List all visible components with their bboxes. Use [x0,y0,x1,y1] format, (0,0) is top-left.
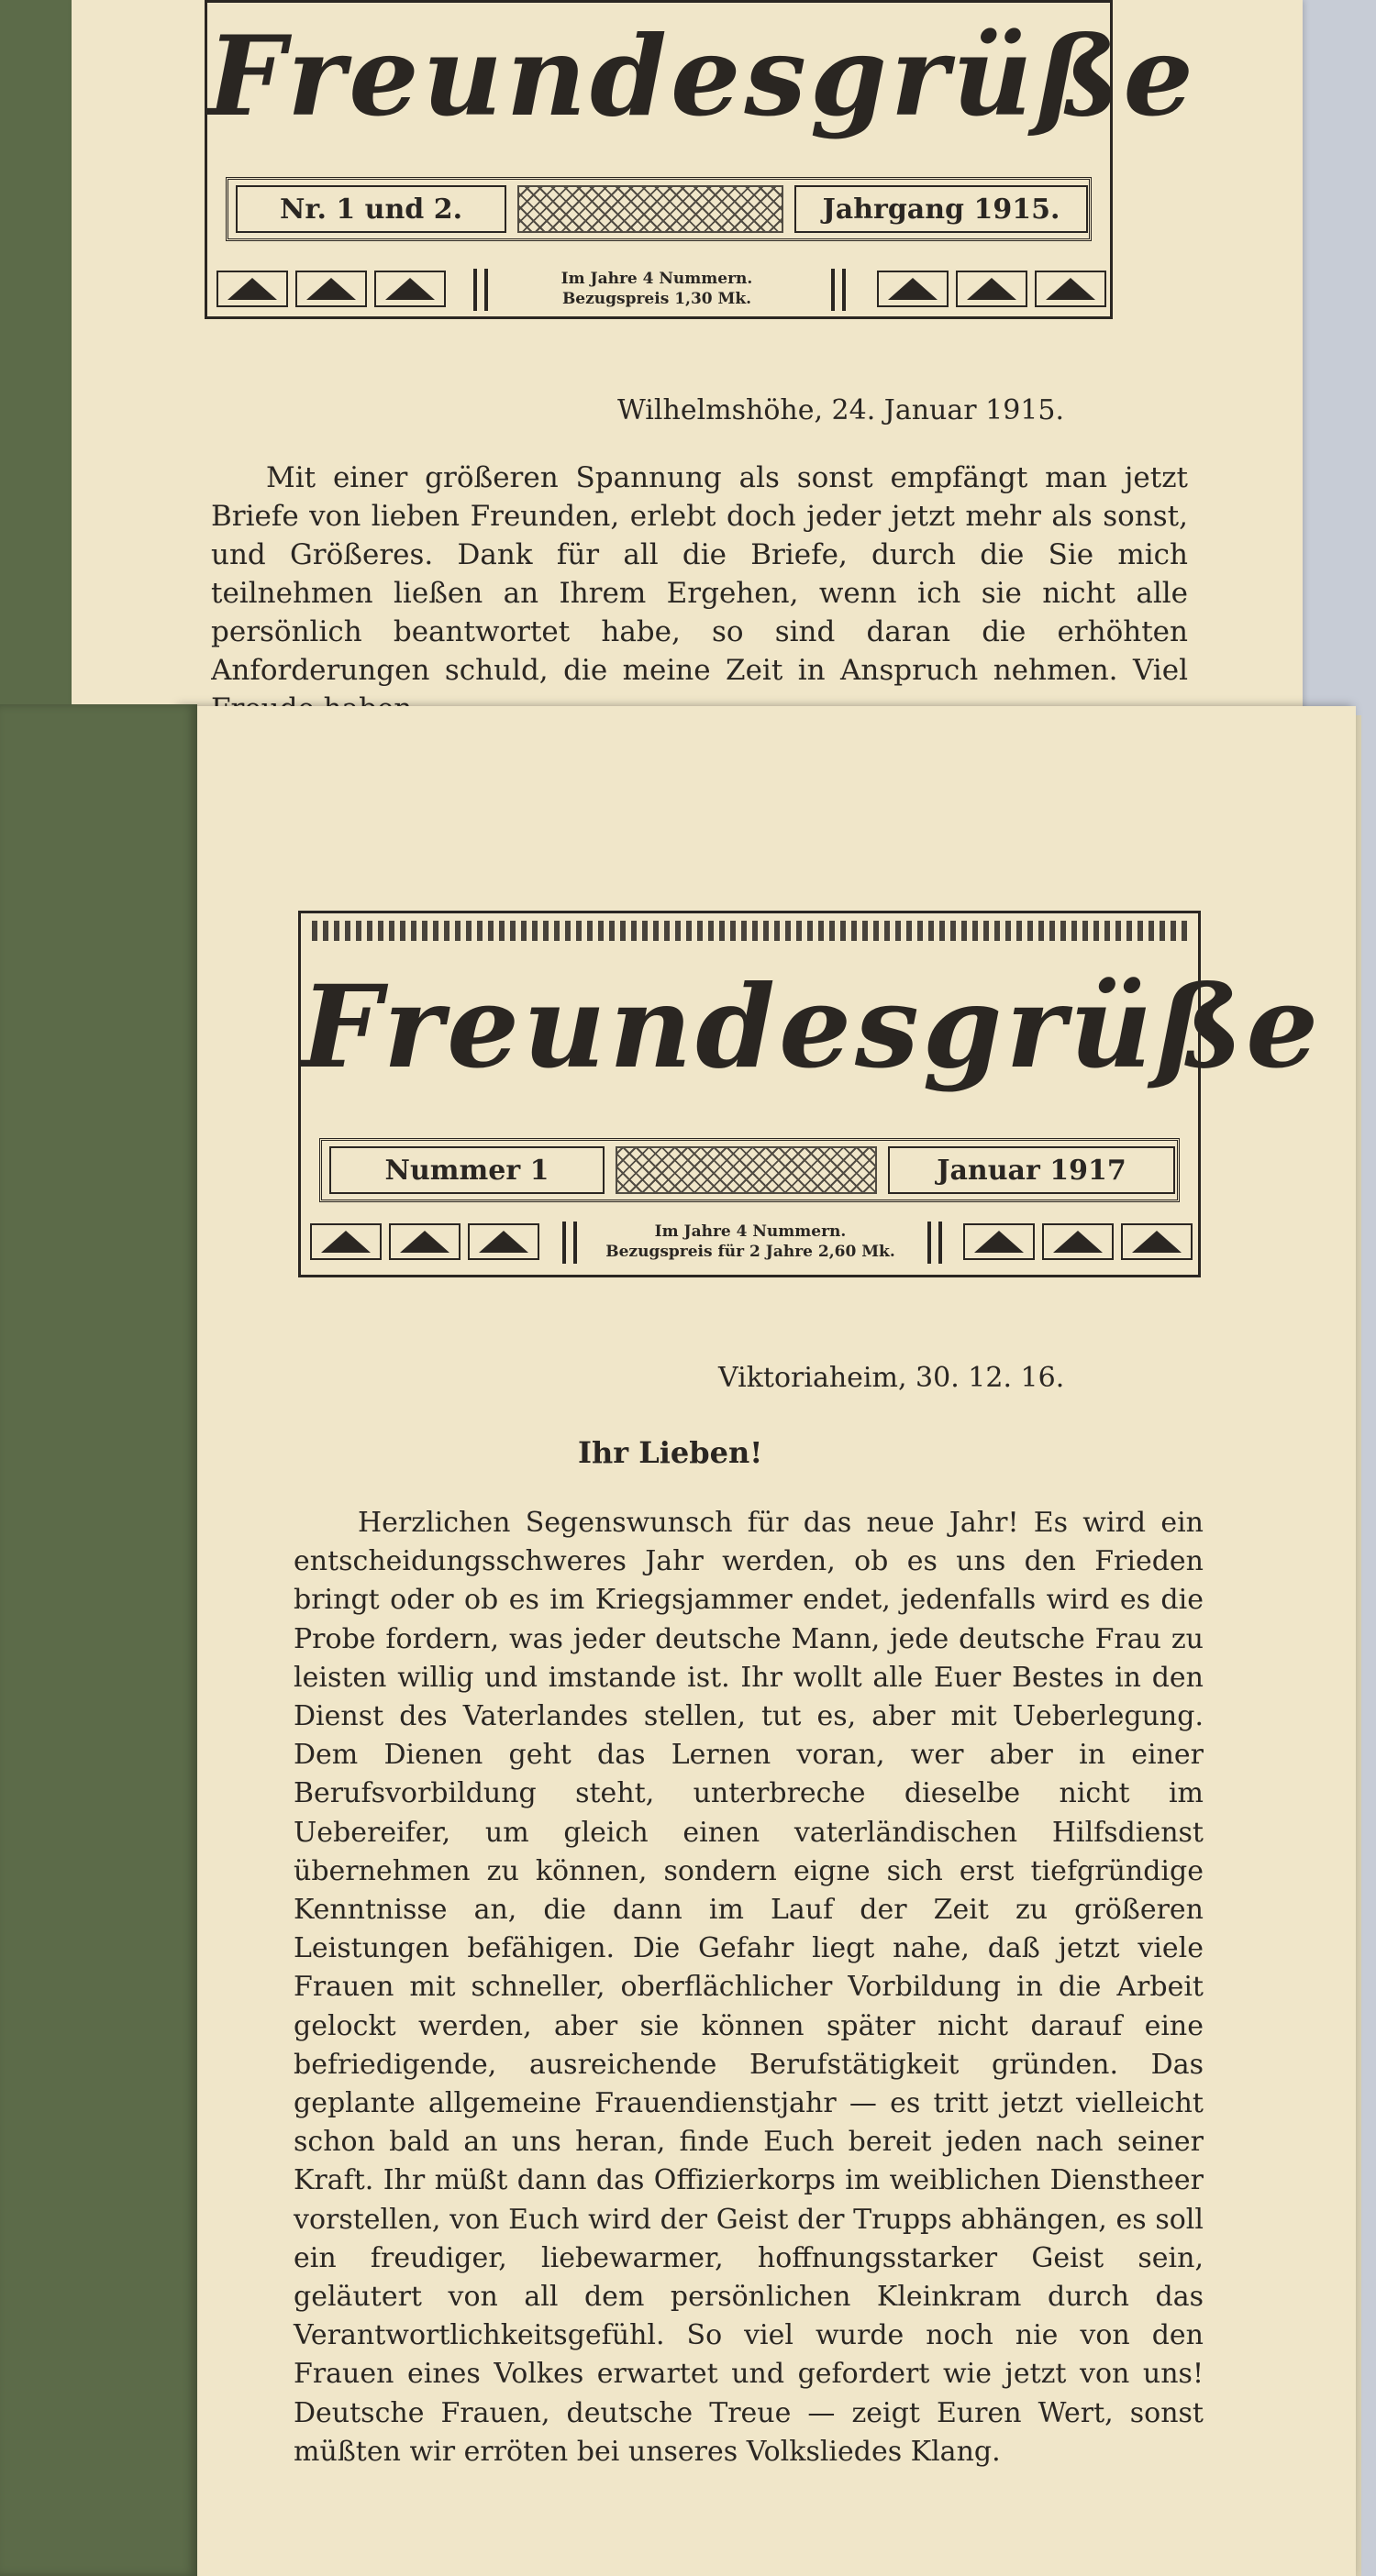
front-issue-number: Nummer 1 [329,1146,605,1194]
front-cover-green [0,704,197,2576]
back-paragraph: Mit einer größeren Spannung als sonst empfängt man jetzt Briefe von lieben Freunden, erlebt doch jeder jetzt mehr als sonst, und Größeres. Dank für all die Briefe, durch die Sie mich teilnehmen ließen an Ihrem Ergehen, wenn ich sie nicht alle persönlich beantwortet habe, so sind daran die erhöhten Anforderungen schuld, die meine Zeit in Anspruch nehmen. Viel [211,461,1188,687]
front-body-text [294,1504,1204,2471]
back-ornament [517,185,783,233]
back-masthead [205,0,1197,319]
greeting-heading: Ihr Lieben! [578,1435,763,1470]
front-masthead [298,911,1323,1277]
back-info [519,269,794,309]
front-masthead-row [319,1138,1180,1202]
front-ornament-right [963,1223,1193,1262]
front-ornament-left [310,1223,539,1262]
divider [938,1222,942,1264]
back-dateline: Wilhelmshöhe, 24. Januar 1915. [617,394,1064,426]
divider [473,269,477,311]
back-issue-page [72,0,1303,720]
back-info-line1: Im Jahre 4 Nummern. [560,270,753,288]
back-ornament-left [216,271,446,309]
front-issue-page [182,706,1356,2576]
front-ornament [616,1146,877,1194]
divider [842,269,846,311]
back-masthead-row [226,177,1092,241]
divider [927,1222,931,1264]
back-body-text [211,459,1188,720]
back-masthead-title: Freundesgrüße [207,12,1197,141]
front-info-line2: Bezugspreis für 2 Jahre 2,60 Mk. [605,1243,895,1261]
back-info-line2: Bezugspreis 1,30 Mk. [561,290,752,308]
front-paragraph: Herzlichen Segenswunsch für das neue Jahr! Es wird ein entscheidungsschweres Jahr werden, ob es uns den Frieden bringt oder ob es im Kriegsjammer endet, jedenfalls wird es die Probe fordern, was jeder deutsche Mann, jede deutsche Frau zu leisten willig und imstande ist. Ihr wollt alle Euer Bestes in den Dienst des Vaterlandes stellen, tut es, aber mit Ueberlegung. Dem Dienen geht das Lernen voran, wer aber in einer Berufsvorbildung steht, unterbreche dieselbe nicht im Uebereifer, um gleich einen vaterländischen Hilfsdienst übernehmen zu können, sondern eigne sich erst tiefgründige Kenntnisse an, die dann im Lauf der Zeit zu größeren Leistungen befähigen. Die Gefahr liegt nahe, daß jetzt viele Frauen mit schneller, oberflächlicher Vorbildung in die Arbeit gelockt werden, aber sie können später nicht darauf eine befriedigende, ausreichende Berufstätigkeit gründen. Das geplante allgemeine Frauendienstjahr — es tritt jetzt vielleicht schon bald an uns heran, finde Euch bereit jeden nach seiner Kraft. Ihr müßt dann das Offizierkorps im weiblichen Dienstheer vorstellen, von Euch wird der Geist der Trupps abhängen, es soll ein freudiger, liebewarmer, hoffnungsstarker Geist sein, geläutert von all dem persönlichen Kleinkram durch das Verantwortlichkeitsgefühl. So viel wurde noch nie von den Frauen eines Volkes erwartet und gefordert wie jetzt von uns! Deutsche Frauen, deutsche Treue — zeigt Euren Wert, sonst müßten wir erröten bei unseres Volksliedes Klang. [294,1507,1204,2468]
divider [573,1222,577,1264]
front-issue-date: Januar 1917 [888,1146,1175,1194]
front-info [590,1222,911,1262]
top-ornament-border [312,921,1189,941]
front-dateline: Viktoriaheim, 30. 12. 16. [718,1362,1065,1394]
divider [484,269,488,311]
back-ornament-right [877,271,1106,309]
divider [562,1222,566,1264]
back-issue-year: Jahrgang 1915. [794,185,1088,233]
front-masthead-title: Freundesgrüße [301,961,1323,1094]
divider [831,269,835,311]
back-issue-number: Nr. 1 und 2. [236,185,506,233]
front-info-line1: Im Jahre 4 Nummern. [654,1222,847,1241]
